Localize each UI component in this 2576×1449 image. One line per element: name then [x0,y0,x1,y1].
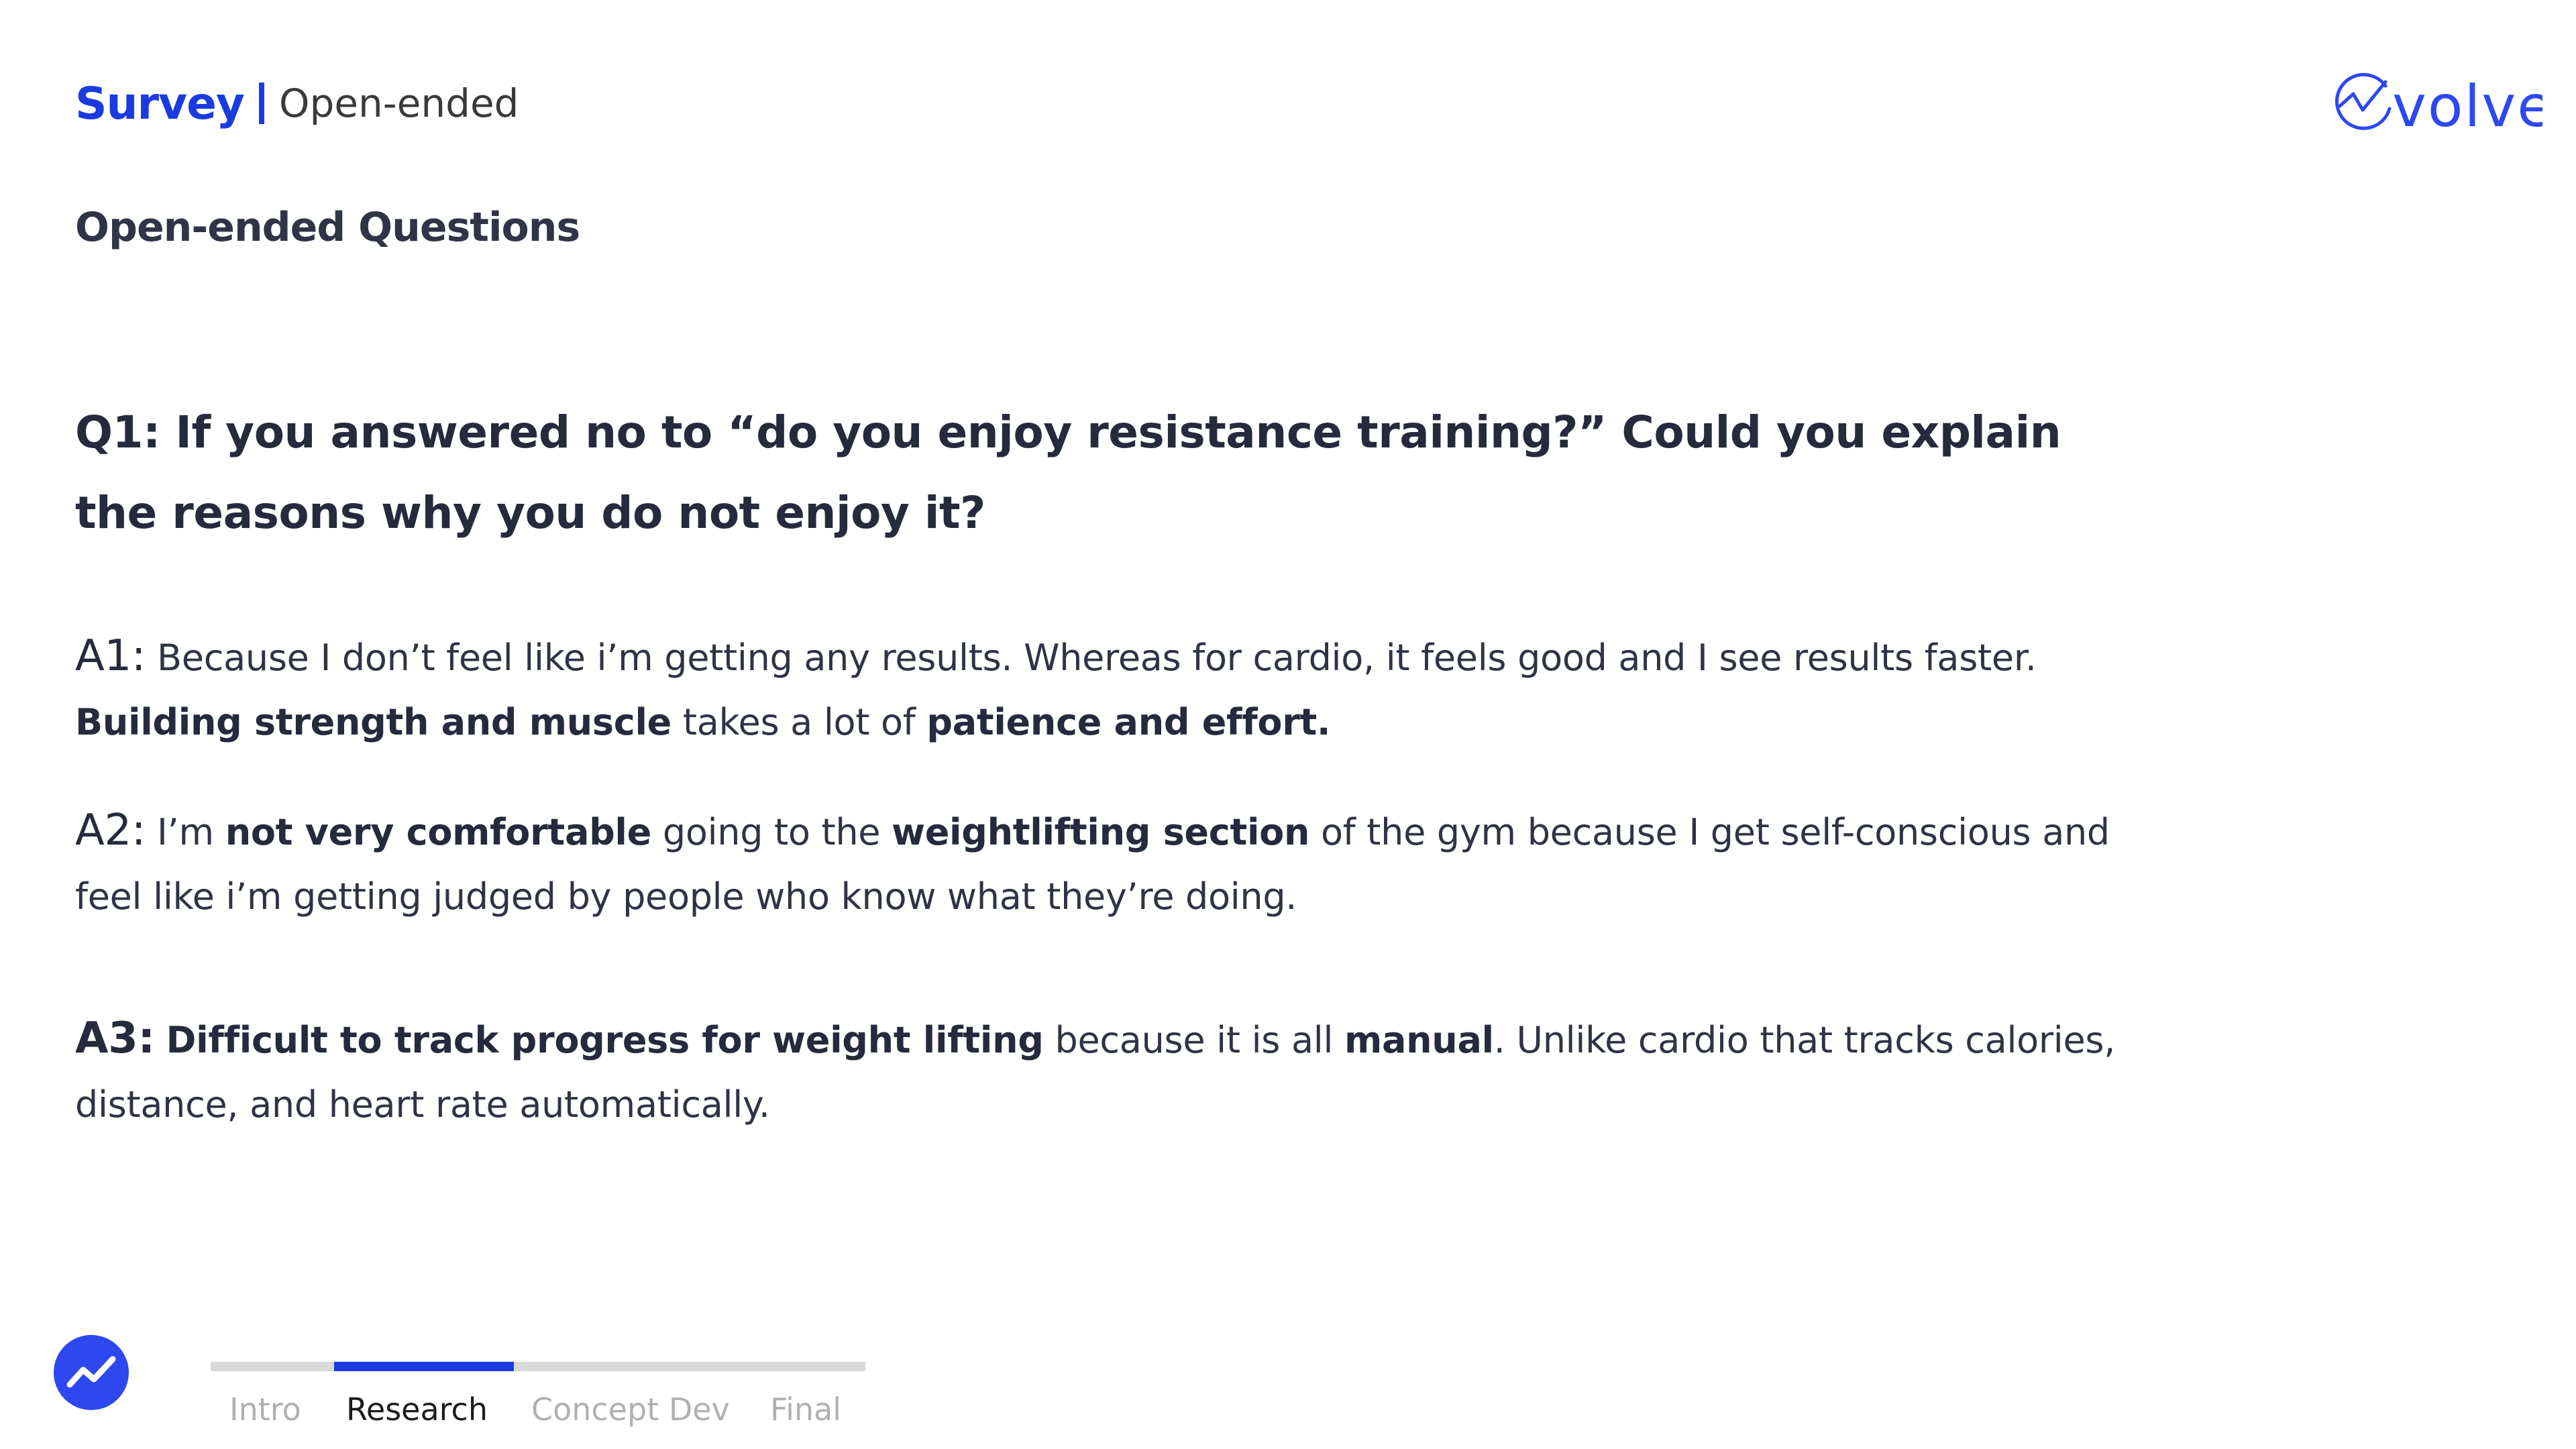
logo-wordmark: volve [2392,73,2542,140]
answer-text: going to the [651,811,892,853]
nav-final[interactable]: Final [770,1391,842,1428]
answer-label: A3: [75,1014,155,1063]
evolve-e-chart-icon [2328,67,2542,141]
answer-label: A2: [75,806,146,855]
section-progress-bar [211,1362,865,1371]
answer-highlight: patience and effort. [926,701,1331,743]
answer-highlight: not very comfortable [225,811,651,853]
nav-concept-dev[interactable]: Concept Dev [531,1391,730,1428]
answer-3 [75,1006,2141,1137]
answer-1 [75,624,2141,755]
question-label: Q1: [75,407,160,458]
trend-chart-icon [54,1335,129,1410]
answer-text: I’m [157,811,225,853]
subsection-title: Open-ended [278,80,519,126]
answer-highlight: weightlifting section [892,811,1310,853]
answer-text: because it is all [1043,1019,1345,1061]
answer-2 [75,798,2141,929]
nav-intro[interactable]: Intro [229,1391,301,1428]
nav-research[interactable]: Research [346,1391,488,1428]
answer-highlight: manual [1344,1019,1494,1061]
question-1 [75,392,2088,553]
answer-text: of the gym because I get self-conscious and feel like i’m getting judged by people who know what they’re doing. [75,811,2110,918]
question-text: If you answered no to “do you enjoy resistance training?” Could you explain the reasons why you do not enjoy it? [75,407,2061,539]
answer-highlight: Building strength and muscle [75,701,672,743]
progress-active-segment [334,1362,514,1371]
answer-text: Because I don’t feel like i’m getting any results. Whereas for cardio, it feels good and I see results faster. [157,637,2037,679]
slide-header [75,70,519,137]
page-subtitle: Open-ended Questions [75,204,580,251]
evolve-logo [2328,67,2542,141]
answer-text: . Unlike cardio that tracks calories, distance, and heart rate automatically. [75,1019,2116,1126]
title-divider [259,83,264,124]
section-title: Survey [75,77,244,129]
answer-text: takes a lot of [671,701,927,743]
answer-label: A1: [75,631,146,681]
answer-highlight: Difficult to track progress for weight lifting [166,1019,1044,1061]
